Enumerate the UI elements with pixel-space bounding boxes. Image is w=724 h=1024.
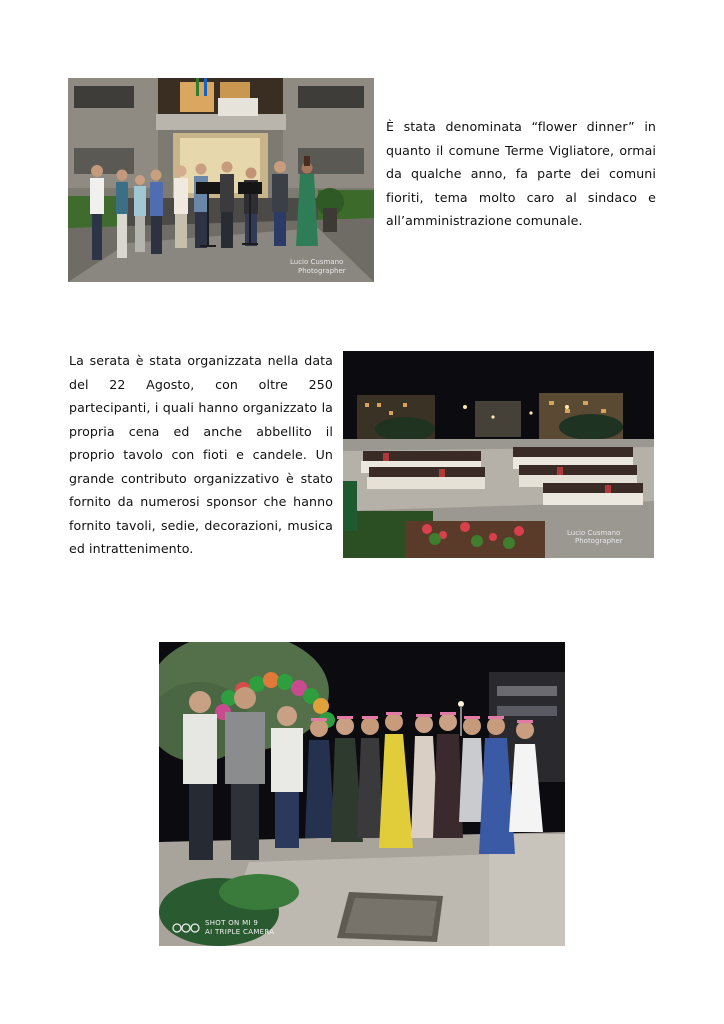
svg-text:Lucio Cusmano: Lucio Cusmano [290, 258, 344, 266]
band-performance-image [68, 78, 374, 282]
group-participants-image [159, 642, 565, 946]
photo-band-performance [68, 78, 374, 282]
photo-group-participants [159, 642, 565, 946]
camera-watermark-line1: SHOT ON MI 9 [205, 919, 259, 927]
camera-watermark-line2: AI TRIPLE CAMERA [205, 928, 275, 936]
paragraph-evening-details: La serata è stata organizzata nella data del 22 Agosto, con oltre 250 partecipanti, i quali hanno organizzato la propria cena ed anche abbellito il proprio tavolo con fioti e candele. Un grande contributo organizzativo è stato fornito da numerosi sponsor che hanno fornito tavoli, sedie, decorazioni, musica ed intrattenimento. [69, 353, 333, 556]
svg-text:Photographer: Photographer [298, 267, 346, 275]
svg-text:Lucio Cusmano: Lucio Cusmano [567, 529, 621, 537]
dinner-square-image [343, 351, 654, 558]
svg-text:Photographer: Photographer [575, 537, 623, 545]
photo-dinner-square-night [343, 351, 654, 558]
paragraph-flower-dinner: È stata denominata “flower dinner” in quanto il comune Terme Vigliatore, ormai da qualche anno, fa parte dei comuni fioriti, tema molto caro al sindaco e all’amministrazione comunale. [386, 119, 656, 228]
